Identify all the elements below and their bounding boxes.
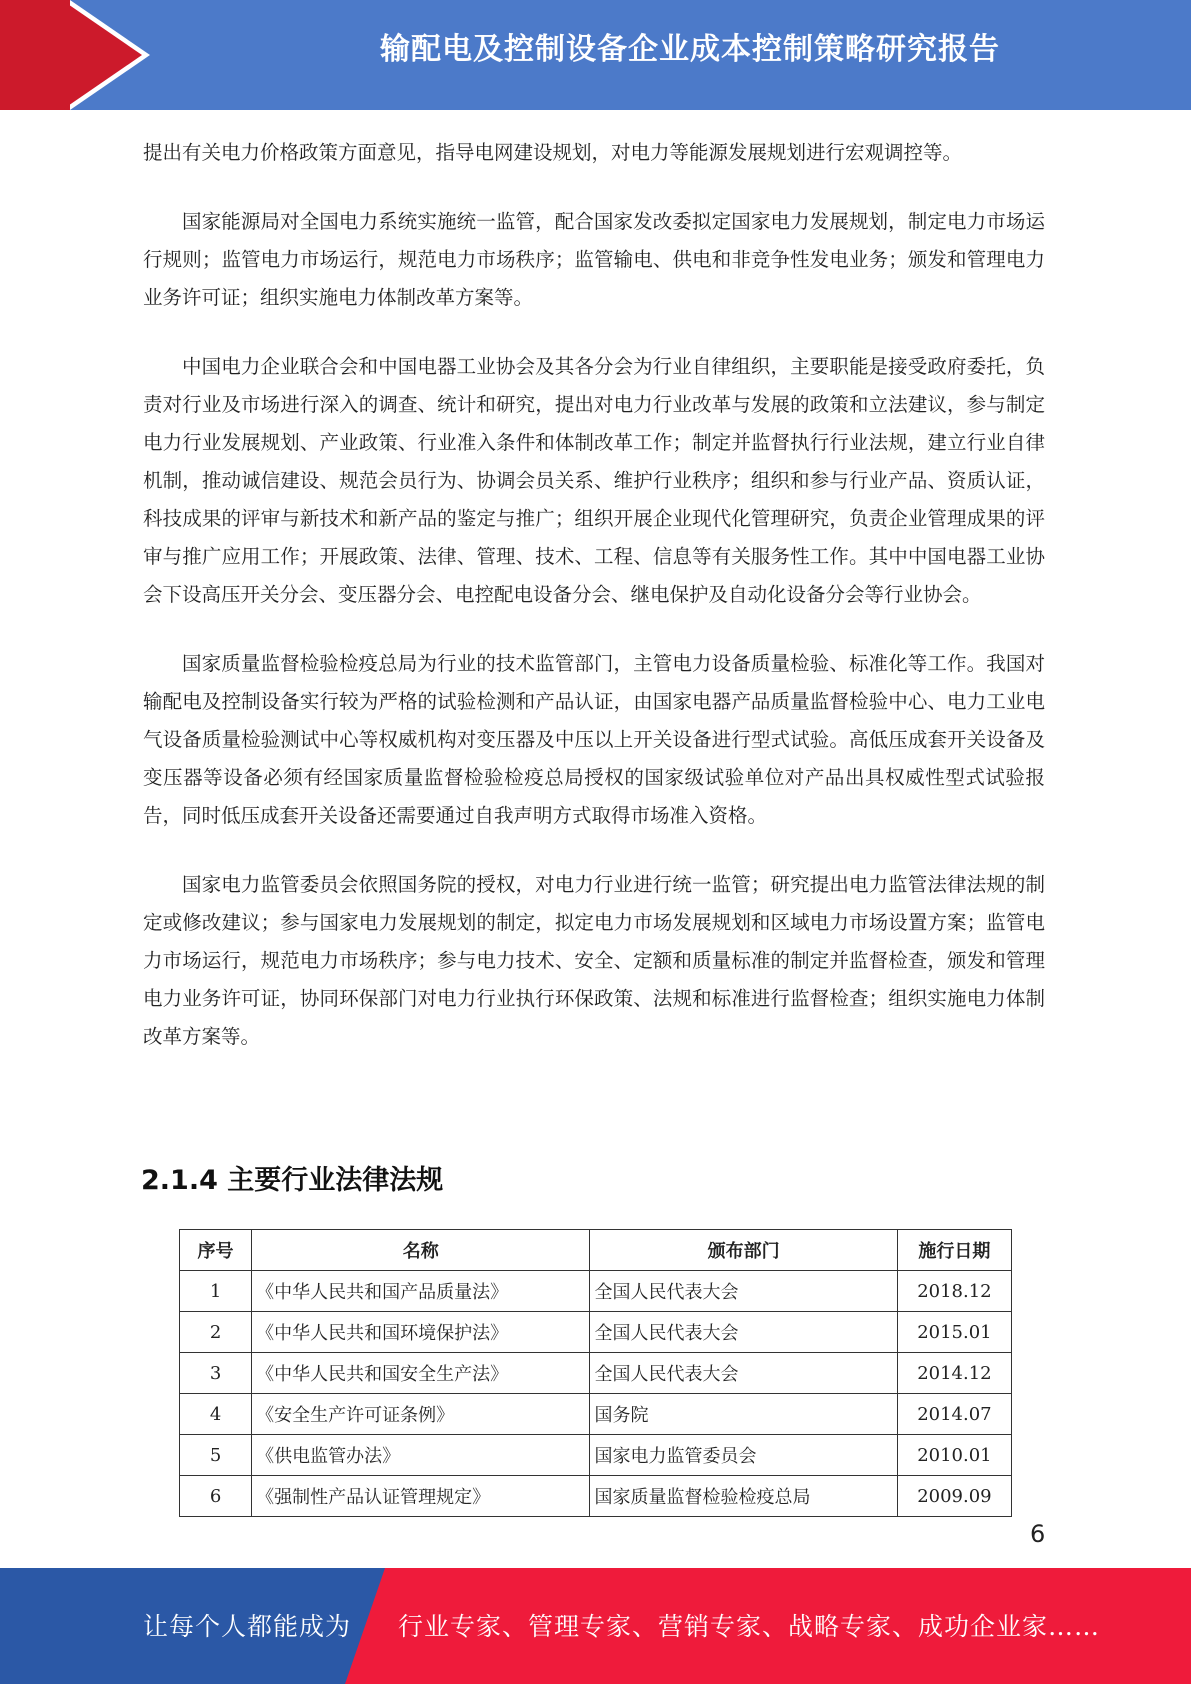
cell-date: 2018.12	[897, 1271, 1011, 1312]
table-header-row	[180, 1230, 1012, 1271]
report-title: 输配电及控制设备企业成本控制策略研究报告	[380, 32, 1000, 67]
paragraph: 提出有关电力价格政策方面意见，指导电网建设规划，对电力等能源发展规划进行宏观调控等。	[143, 141, 963, 164]
cell-no: 3	[180, 1353, 252, 1394]
header-chevron-inner	[62, 0, 142, 110]
table-row	[180, 1271, 1012, 1312]
paragraph: 国家电力监管委员会依照国务院的授权，对电力行业进行统一监管；研究提出电力监管法律法规的制定或修改建议；参与国家电力发展规划的制定，拟定电力市场发展规划和区域电力市场设置方案；监管电力市场运行，规范电力市场秩序；参与电力技术、安全、定额和质量标准的制定并监督检查，颁发和管理电力业务许可证，协同环保部门对电力行业执行环保政策、法规和标准进行监督检查；组织实施电力体制改革方案等。	[143, 873, 1045, 1048]
column-header-name: 名称	[252, 1230, 590, 1271]
cell-name: 《供电监管办法》	[252, 1435, 590, 1476]
paragraph: 国家能源局对全国电力系统实施统一监管，配合国家发改委拟定国家电力发展规划，制定电力市场运行规则；监管电力市场运行，规范电力市场秩序；监管输电、供电和非竞争性发电业务；颁发和管理电力业务许可证；组织实施电力体制改革方案等。	[143, 210, 1045, 309]
cell-name: 《中华人民共和国安全生产法》	[252, 1353, 590, 1394]
cell-date: 2010.01	[897, 1435, 1011, 1476]
cell-no: 2	[180, 1312, 252, 1353]
table-row	[180, 1476, 1012, 1517]
cell-date: 2009.09	[897, 1476, 1011, 1517]
column-header-no: 序号	[180, 1230, 252, 1271]
cell-no: 4	[180, 1394, 252, 1435]
cell-no: 6	[180, 1476, 252, 1517]
footer-slogan-right: 行业专家、管理专家、营销专家、战略专家、成功企业家……	[398, 1612, 1101, 1641]
main-content	[143, 134, 1045, 1056]
table-row	[180, 1394, 1012, 1435]
cell-date: 2015.01	[897, 1312, 1011, 1353]
column-header-department: 颁布部门	[590, 1230, 897, 1271]
cell-name: 《中华人民共和国产品质量法》	[252, 1271, 590, 1312]
cell-department: 国务院	[590, 1394, 897, 1435]
cell-date: 2014.12	[897, 1353, 1011, 1394]
page-number: 6	[1030, 1520, 1046, 1548]
paragraph: 中国电力企业联合会和中国电器工业协会及其各分会为行业自律组织，主要职能是接受政府委托，负责对行业及市场进行深入的调查、统计和研究，提出对电力行业改革与发展的政策和立法建议，参与制定电力行业发展规划、产业政策、行业准入条件和体制改革工作；制定并监督执行行业法规，建立行业自律机制，推动诚信建设、规范会员行为、协调会员关系、维护行业秩序；组织和参与行业产品、资质认证，科技成果的评审与新技术和新产品的鉴定与推广；组织开展企业现代化管理研究，负责企业管理成果的评审与推广应用工作；开展政策、法律、管理、技术、工程、信息等有关服务性工作。其中中国电器工业协会下设高压开关分会、变压器分会、电控配电设备分会、继电保护及自动化设备分会等行业协会。	[143, 355, 1045, 606]
cell-department: 国家质量监督检验检疫总局	[590, 1476, 897, 1517]
paragraph: 国家质量监督检验检疫总局为行业的技术监管部门，主管电力设备质量检验、标准化等工作。我国对输配电及控制设备实行较为严格的试验检测和产品认证，由国家电器产品质量监督检验中心、电力工业电气设备质量检验测试中心等权威机构对变压器及中压以上开关设备进行型式试验。高低压成套开关设备及变压器等设备必须有经国家质量监督检验检疫总局授权的国家级试验单位对产品出具权威性型式试验报告，同时低压成套开关设备还需要通过自我声明方式取得市场准入资格。	[143, 652, 1045, 827]
cell-department: 全国人民代表大会	[590, 1353, 897, 1394]
cell-department: 全国人民代表大会	[590, 1271, 897, 1312]
page-footer	[0, 1568, 1191, 1684]
column-header-date: 施行日期	[897, 1230, 1011, 1271]
cell-no: 1	[180, 1271, 252, 1312]
section-heading: 2.1.4 主要行业法律法规	[141, 1165, 444, 1196]
table-row	[180, 1435, 1012, 1476]
cell-department: 全国人民代表大会	[590, 1312, 897, 1353]
cell-department: 国家电力监管委员会	[590, 1435, 897, 1476]
table-row	[180, 1353, 1012, 1394]
cell-no: 5	[180, 1435, 252, 1476]
cell-date: 2014.07	[897, 1394, 1011, 1435]
table-row	[180, 1312, 1012, 1353]
cell-name: 《安全生产许可证条例》	[252, 1394, 590, 1435]
cell-name: 《中华人民共和国环境保护法》	[252, 1312, 590, 1353]
page-header	[0, 0, 1191, 110]
header-red-block	[0, 0, 70, 110]
laws-table	[179, 1229, 1012, 1517]
footer-slogan-left: 让每个人都能成为	[143, 1612, 352, 1641]
cell-name: 《强制性产品认证管理规定》	[252, 1476, 590, 1517]
